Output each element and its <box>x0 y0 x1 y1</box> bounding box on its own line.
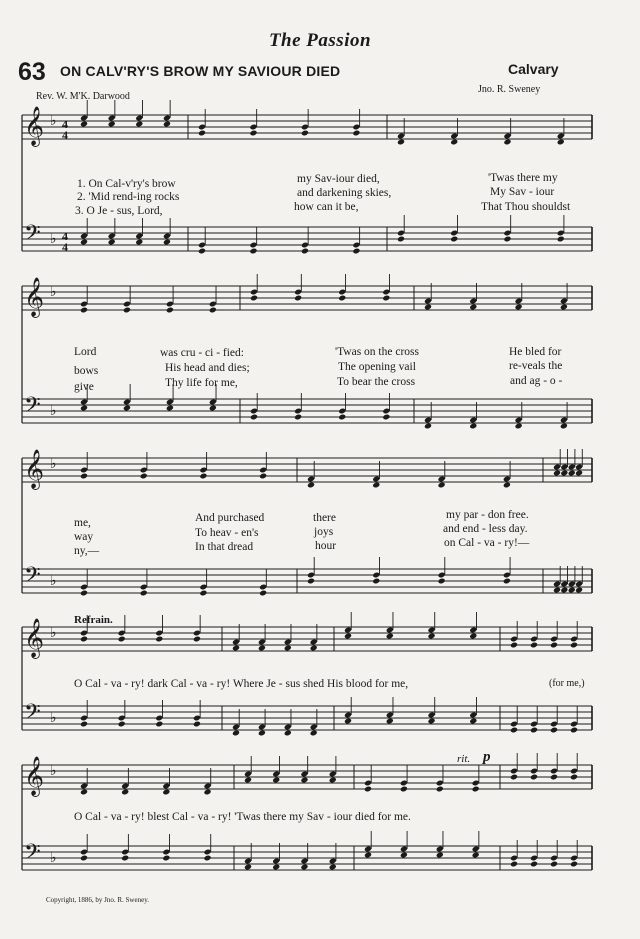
note-head <box>204 789 212 796</box>
lyric-s2-v2-c: The opening vail <box>338 361 416 373</box>
note-head <box>155 636 163 643</box>
note-head <box>472 852 480 859</box>
note-head <box>338 414 346 421</box>
note-head <box>193 636 201 643</box>
note-head <box>450 139 458 146</box>
note-head <box>163 239 171 246</box>
note-head <box>352 130 360 137</box>
bass-clef-icon: 𝄢 <box>24 563 41 593</box>
note-head <box>80 121 88 128</box>
note-head <box>300 864 308 871</box>
note-head <box>515 423 523 430</box>
note-head <box>438 482 446 489</box>
piano-dynamic: p <box>483 749 491 765</box>
note-head <box>140 590 148 597</box>
note-head <box>570 774 578 781</box>
note-head <box>438 578 446 585</box>
note-head <box>352 248 360 255</box>
lyric-s1-v3-b: how can it be, <box>294 201 359 213</box>
note-head <box>80 307 88 314</box>
refrain-echo: (for me,) <box>549 678 585 689</box>
note-head <box>259 473 267 480</box>
note-head <box>198 130 206 137</box>
lyric-s1-v1-a: 1. On Cal-v'ry's brow <box>77 178 176 190</box>
note-head <box>397 139 405 146</box>
note-head <box>469 423 477 430</box>
note-head <box>140 473 148 480</box>
note-head <box>162 855 170 862</box>
flat-icon: ♭ <box>50 764 57 779</box>
note-head <box>250 295 258 302</box>
note-head <box>503 482 511 489</box>
lyric-s3-v2-d: and end - less day. <box>443 523 528 535</box>
note-head <box>310 730 318 737</box>
lyric-s1-v2-c: My Sav - iour <box>490 186 555 198</box>
flat-icon: ♭ <box>50 457 57 472</box>
note-head <box>155 721 163 728</box>
tune-name: Calvary <box>508 61 559 77</box>
note-head <box>123 307 131 314</box>
note-head <box>557 236 565 243</box>
note-head <box>570 642 578 649</box>
note-head <box>338 295 346 302</box>
note-head <box>503 236 511 243</box>
lyric-s1-v2-a: 2. 'Mid rend-ing rocks <box>77 191 180 203</box>
note-head <box>310 645 318 652</box>
note-head <box>530 774 538 781</box>
time-signature: 4 <box>62 229 68 243</box>
note-head <box>450 236 458 243</box>
note-head <box>118 721 126 728</box>
time-signature: 4 <box>62 240 68 254</box>
note-head <box>344 633 352 640</box>
note-head <box>135 239 143 246</box>
lyric-s1-v1-b: my Sav-iour died, <box>297 173 380 185</box>
time-signature: 4 <box>62 117 68 131</box>
lyric-s3-v1-b: And purchased <box>195 512 265 524</box>
note-head <box>199 473 207 480</box>
note-head <box>550 642 558 649</box>
staff-lines <box>22 106 592 870</box>
note-head <box>550 727 558 734</box>
note-head <box>575 587 583 594</box>
note-head <box>575 470 583 477</box>
note-head <box>560 304 568 311</box>
note-head <box>301 130 309 137</box>
note-head <box>530 727 538 734</box>
note-head <box>428 633 436 640</box>
bass-clef-icon: 𝄢 <box>24 840 41 870</box>
section-title: The Passion <box>268 30 372 51</box>
lyric-s2-v3-c: To bear the cross <box>337 376 416 388</box>
lyric-s3-v2-a: way <box>74 531 94 543</box>
treble-clef-icon: 𝄞 <box>24 756 45 796</box>
flat-icon: ♭ <box>50 285 57 300</box>
note-head <box>530 642 538 649</box>
note-head <box>163 121 171 128</box>
note-head <box>199 590 207 597</box>
note-head <box>135 121 143 128</box>
lyric-s2-v2-b: His head and dies; <box>165 362 250 374</box>
note-head <box>550 774 558 781</box>
lyric-s1-v1-c: 'Twas there my <box>488 172 558 184</box>
note-head <box>301 248 309 255</box>
note-head <box>436 786 444 793</box>
treble-clef-icon: 𝄞 <box>24 449 45 489</box>
note-head <box>272 864 280 871</box>
hymn-number: 63 <box>18 58 46 86</box>
note-head <box>250 414 258 421</box>
note-head <box>329 777 337 784</box>
note-head <box>550 861 558 868</box>
note-head <box>118 636 126 643</box>
treble-clef-icon: 𝄞 <box>24 106 45 146</box>
lyric-s3-v1-a: me, <box>74 517 91 529</box>
lyricist-credit: Rev. W. M'K. Darwood <box>36 91 130 102</box>
note-head <box>372 482 380 489</box>
lyric-s3-v2-b: To heav - en's <box>195 527 259 539</box>
note-head <box>272 777 280 784</box>
note-head <box>382 295 390 302</box>
note-head <box>162 789 170 796</box>
note-head <box>294 295 302 302</box>
lyric-s1-v3-c: That Thou shouldst <box>481 201 571 213</box>
note-head <box>80 590 88 597</box>
note-head <box>204 855 212 862</box>
note-head <box>424 304 432 311</box>
note-head <box>329 864 337 871</box>
note-head <box>553 470 561 477</box>
note-head <box>166 307 174 314</box>
note-head <box>397 236 405 243</box>
note-head <box>307 482 315 489</box>
note-head <box>284 645 292 652</box>
note-head <box>364 852 372 859</box>
note-head <box>80 473 88 480</box>
note-head <box>382 414 390 421</box>
note-head <box>80 855 88 862</box>
note-head <box>258 645 266 652</box>
lyric-s2-v3-a: give <box>74 381 94 393</box>
note-head <box>249 130 257 137</box>
note-head <box>259 590 267 597</box>
note-head <box>557 139 565 146</box>
note-head <box>209 405 217 412</box>
note-head <box>560 423 568 430</box>
flat-icon: ♭ <box>50 574 57 589</box>
note-head <box>80 721 88 728</box>
note-head <box>510 727 518 734</box>
note-head <box>344 718 352 725</box>
lyric-s1-v3-a: 3. O Je - sus, Lord, <box>75 205 163 217</box>
treble-clef-icon: 𝄞 <box>24 618 45 658</box>
lyric-s3-v2-c: joys <box>314 526 334 538</box>
lyric-s3-v3-c: hour <box>315 540 337 552</box>
note-head <box>300 777 308 784</box>
note-head <box>560 470 568 477</box>
note-head <box>80 789 88 796</box>
note-head <box>570 727 578 734</box>
note-head <box>400 852 408 859</box>
lyric-s3-v1-d: my par - don free. <box>446 509 529 521</box>
treble-clef-icon: 𝄞 <box>24 277 45 317</box>
note-head <box>244 777 252 784</box>
bass-clef-icon: 𝄢 <box>24 393 41 423</box>
note-head <box>307 578 315 585</box>
lyric-s3-v1-c: there <box>313 512 336 524</box>
note-head <box>294 414 302 421</box>
lyric-s2-v1-b: was cru - ci - fied: <box>160 347 244 359</box>
note-head <box>469 718 477 725</box>
note-head <box>198 248 206 255</box>
lyric-s2-v2-a: bows <box>74 365 99 377</box>
lyric-s3-v3-a: ny,— <box>74 545 100 557</box>
note-head <box>560 587 568 594</box>
note-head <box>80 636 88 643</box>
note-head <box>121 855 129 862</box>
copyright-notice: Copyright, 1886, by Jno. R. Sweney. <box>46 896 149 904</box>
note-head <box>80 239 88 246</box>
note-head <box>436 852 444 859</box>
flat-icon: ♭ <box>50 626 57 641</box>
lyric-s2-v3-b: Thy life for me, <box>165 377 238 389</box>
flat-icon: ♭ <box>50 851 57 866</box>
lyric-s3-v3-b: In that dread <box>195 541 254 553</box>
refrain-label: Refrain. <box>74 614 113 626</box>
note-head <box>503 578 511 585</box>
bass-clef-icon: 𝄢 <box>24 221 41 251</box>
lyric-s2-v1-a: Lord <box>74 346 97 358</box>
note-head <box>386 633 394 640</box>
note-head <box>193 721 201 728</box>
note-head <box>510 774 518 781</box>
refrain-lyric-line2: O Cal - va - ry! blest Cal - va - ry! 'Twas there my Sav - iour died for me. <box>74 811 411 823</box>
flat-icon: ♭ <box>50 114 57 129</box>
note-head <box>80 405 88 412</box>
note-head <box>284 730 292 737</box>
flat-icon: ♭ <box>50 711 57 726</box>
lyric-s2-v1-c: 'Twas on the cross <box>335 346 419 358</box>
note-head <box>244 864 252 871</box>
note-head <box>386 718 394 725</box>
note-head <box>553 587 561 594</box>
lyric-s2-v3-d: and ag - o - <box>510 375 563 387</box>
note-head <box>209 307 217 314</box>
note-head <box>258 730 266 737</box>
note-head <box>364 786 372 793</box>
composer-credit: Jno. R. Sweney <box>478 84 541 95</box>
note-head <box>515 304 523 311</box>
note-head <box>469 633 477 640</box>
note-head <box>166 405 174 412</box>
note-head <box>249 248 257 255</box>
note-head <box>121 789 129 796</box>
note-head <box>568 587 576 594</box>
flat-icon: ♭ <box>50 232 57 247</box>
flat-icon: ♭ <box>50 404 57 419</box>
note-head <box>510 642 518 649</box>
note-head <box>400 786 408 793</box>
note-head <box>472 786 480 793</box>
lyric-s1-v2-b: and darkening skies, <box>297 187 392 199</box>
note-head <box>568 470 576 477</box>
lyric-s3-v3-d: on Cal - va - ry!— <box>444 537 530 549</box>
time-signature: 4 <box>62 128 68 142</box>
ritardando-mark: rit. <box>457 753 471 765</box>
bass-clef-icon: 𝄢 <box>24 700 41 730</box>
note-head <box>372 578 380 585</box>
note-head <box>232 730 240 737</box>
refrain-lyric-line1: O Cal - va - ry! dark Cal - va - ry! Where Je - sus shed His blood for me, <box>74 678 409 690</box>
note-head <box>428 718 436 725</box>
note-head <box>469 304 477 311</box>
lyric-s2-v2-d: re-veals the <box>509 360 563 372</box>
note-head <box>424 423 432 430</box>
note-head <box>530 861 538 868</box>
hymn-title: ON CALV'RY'S BROW MY SAVIOUR DIED <box>60 63 341 79</box>
note-head <box>232 645 240 652</box>
note-head <box>108 121 116 128</box>
note-head <box>108 239 116 246</box>
note-head <box>123 405 131 412</box>
note-head <box>503 139 511 146</box>
note-head <box>510 861 518 868</box>
lyric-s2-v1-d: He bled for <box>509 346 562 358</box>
note-head <box>570 861 578 868</box>
